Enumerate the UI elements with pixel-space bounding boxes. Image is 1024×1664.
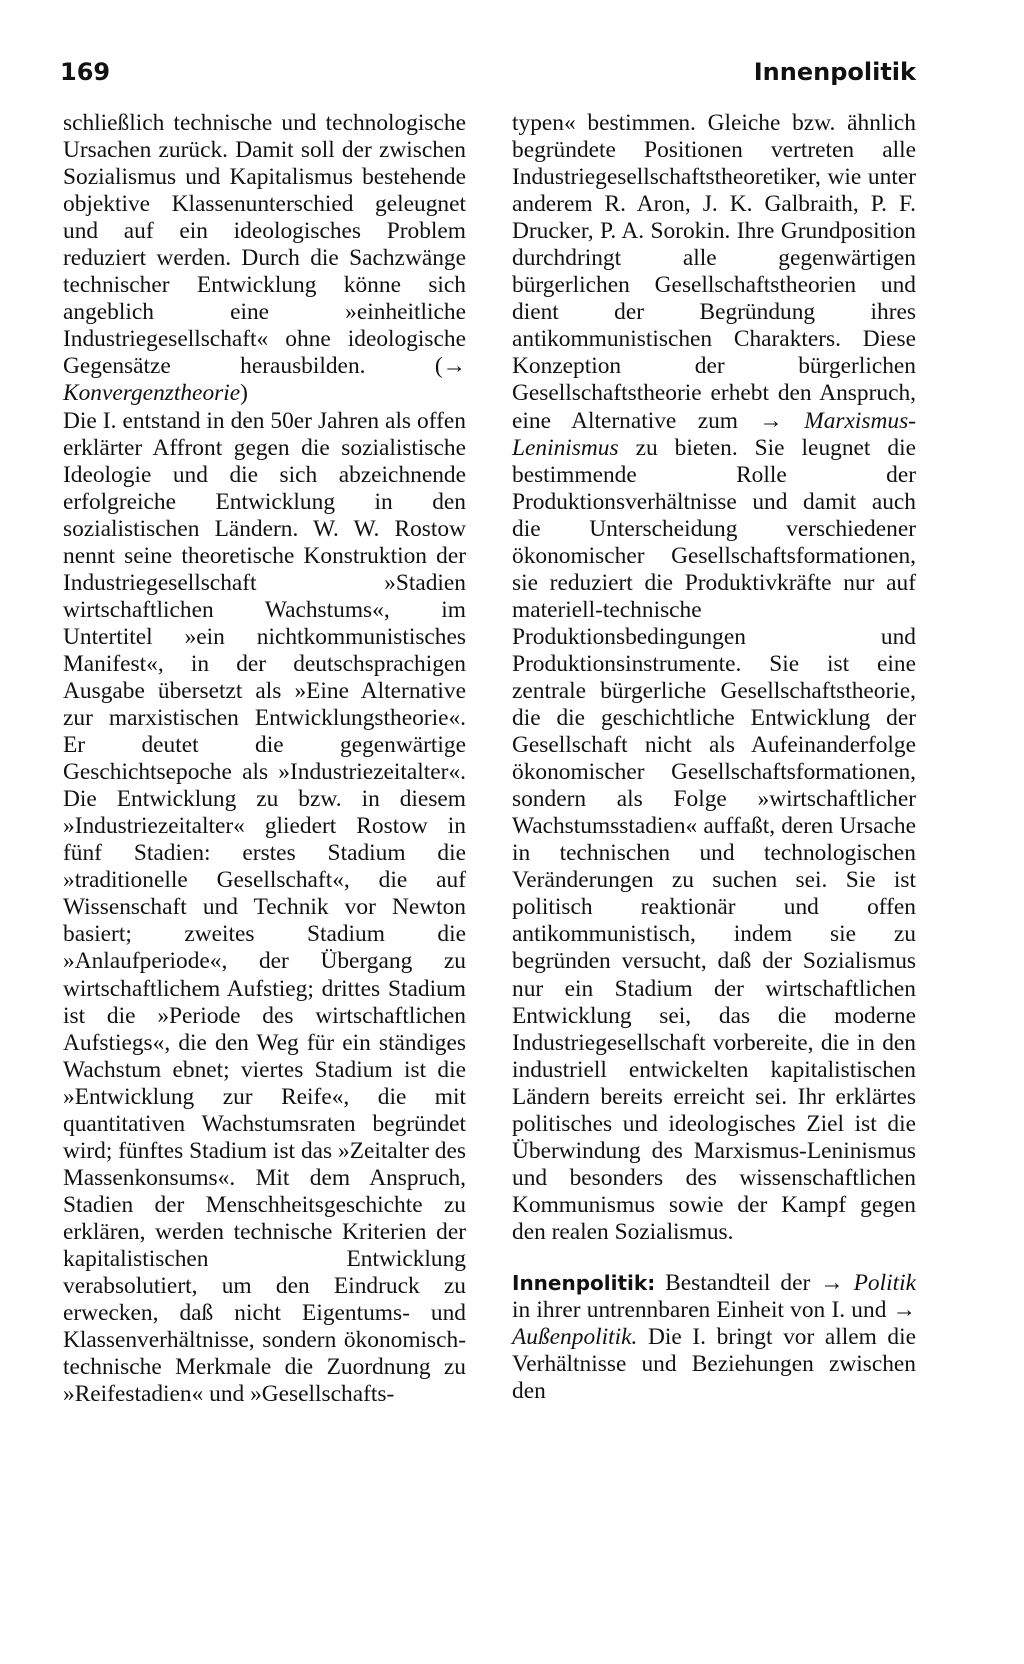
cross-reference-arrow: → [442, 353, 466, 380]
left-column [63, 110, 466, 1408]
right-paragraph-1-text-b: zu bieten. Sie leugnet die bestimmende Rolle der Produktionsverhältnisse und damit auch die Unterscheidung verschiedener ökonomischer Gesellschaftsformationen, sie reduziert die Produktivkräfte nur auf materiell-technische Produktionsbedingungen und Produktionsinstrumente. Sie ist eine zentrale bürgerliche Gesellschaftstheorie, die die geschichtliche Entwicklung der Gesellschaft nicht als Aufeinanderfolge ökonomischer Gesellschaftsformationen, sondern als Folge »wirtschaftlicher Wachstumsstadien« auffaßt, deren Ursache in technischen und technologischen Veränderungen zu suchen sei. Sie ist politisch reaktionär und offen antikommunistisch, indem sie zu begründen versucht, daß der Sozialismus nur ein Stadium der wirtschaftlichen Entwicklung sei, das die moderne Industriegesellschaft vorbereite, die in den industriell entwickelten kapitalistischen Ländern bereits erreicht sei. Ihr erklärtes politisches und ideologisches Ziel ist die Überwindung des Marxismus-Leninismus und besonders des wissenschaftlichen Kommunismus sowie der Kampf gegen den realen Sozialismus. [512, 434, 916, 1245]
cross-reference-politik: Politik [853, 1269, 916, 1296]
page-number: 169 [60, 58, 111, 86]
cross-reference-marxismus-leninismus: Marxismus-Leninismus [512, 407, 916, 461]
right-paragraph-1-text-a: typen« bestimmen. Gleiche bzw. ähnlich begründete Positionen vertreten alle Industriegesellschaftstheoretiker, wie unter anderem R. Aron, J. K. Galbraith, P. F. Drucker, P. A. Sorokin. Ihre Grundposition durchdringt alle gegenwärtigen bürgerlichen Gesellschaftstheorien und dient der Begründung ihres antikommunistischen Charakters. Diese Konzeption der bürgerlichen Gesellschaftstheorie erhebt den Anspruch, eine Alternative zum [512, 110, 916, 434]
cross-reference-arrow: → [892, 1297, 916, 1324]
entry-text-a: Bestandteil der [655, 1269, 821, 1296]
entry-text-b: in ihrer untrennbaren Einheit von I. und [512, 1297, 893, 1324]
left-paragraph-1-text: schließlich technische und technologische Ursachen zurück. Damit soll der zwischen Sozialismus und Kapitalismus bestehende objektive Klassenunterschied geleugnet und auf ein ideologisches Problem reduziert werden. Durch die Sachzwänge technischer Entwicklung könne sich angeblich eine »einheitliche Industriegesellschaft« ohne ideologische Gegensätze herausbilden. ( [63, 110, 466, 380]
cross-reference-aussenpolitik: Außenpolitik. [512, 1324, 638, 1351]
page-header [60, 52, 916, 92]
left-paragraph-2: Die I. entstand in den 50er Jahren als offen erklärter Affront gegen die sozialistische Ideologie und die sich abzeichnende erfolgreiche Entwicklung in den sozialistischen Ländern. W. W. Rostow nennt seine theoretische Konstruktion der Industriegesellschaft »Stadien wirtschaftlichen Wachstums«, im Untertitel »ein nichtkommunistisches Manifest«, in der deutschsprachigen Ausgabe übersetzt als »Eine Alternative zur marxistischen Entwicklungstheorie«. Er deutet die gegenwärtige Geschichtsepoche als »Industriezeitalter«. Die Entwicklung zu bzw. in diesem »Industriezeitalter« gliedert Rostow in fünf Stadien: erstes Stadium die »traditionelle Gesellschaft«, die auf Wissenschaft und Technik vor Newton basiert; zweites Stadium die »Anlaufperiode«, der Übergang zu wirtschaftlichem Aufstieg; drittes Stadium ist die »Periode des wirtschaftlichen Aufstiegs«, die den Weg für ein ständiges Wachstum ebnet; viertes Stadium ist die »Entwicklung zur Reife«, die mit quantitativen Wachstumsraten begründet wird; fünftes Stadium ist das »Zeitalter des Massenkonsums«. Mit dem Anspruch, Stadien der Menschheitsgeschichte zu erklären, werden technische Kriterien der kapitalistischen Entwicklung verabsolutiert, um den Eindruck zu erwecken, daß nicht Eigentums- und Klassenverhältnisse, sondern ökonomisch-technische Merkmale die Zuordnung zu »Reifestadien« und »Gesellschafts- [63, 407, 466, 1408]
left-paragraph-1 [63, 110, 466, 408]
entry-innenpolitik [512, 1270, 916, 1405]
running-head: Innenpolitik [753, 58, 916, 86]
cross-reference-konvergenztheorie: Konvergenztheorie [63, 380, 241, 407]
left-paragraph-1-end: ) [240, 380, 248, 407]
entry-term: Innenpolitik: [512, 1270, 656, 1295]
entry-text-c: Die I. bringt vor allem die Verhältnisse und Beziehungen zwischen den [512, 1324, 916, 1405]
cross-reference-arrow: → [820, 1269, 844, 1296]
right-paragraph-1 [512, 110, 916, 1246]
cross-reference-arrow: → [759, 407, 783, 434]
right-column [512, 110, 916, 1405]
